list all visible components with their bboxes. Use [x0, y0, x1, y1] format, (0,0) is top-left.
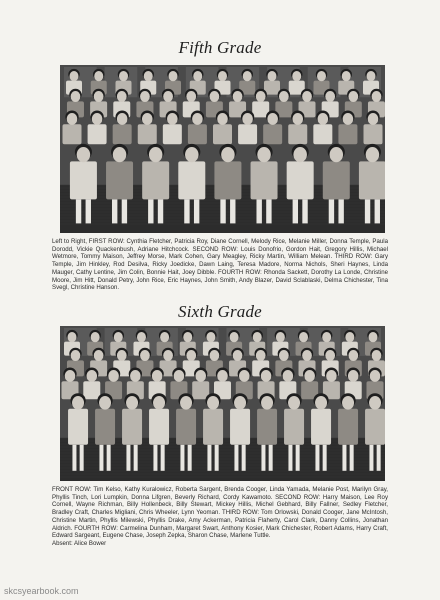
fifth-grade-class-photo: [60, 65, 385, 233]
sixth-grade-absent: Absent: Alice Bower: [52, 539, 107, 547]
sixth-grade-title: Sixth Grade: [178, 302, 262, 321]
sixth-grade-class-photo: [60, 326, 385, 481]
fifth-grade-title: Fifth Grade: [178, 38, 262, 57]
fifth-grade-photo-drawing: [60, 65, 385, 233]
sixth-grade-names: FRONT ROW: Tim Kelso, Kathy Kuralowicz, Roberta Sargent, Brenda Cooger, Linda Yamada, Melanie Post, Marilyn Gray, Phyllis Tinch, Lori Lumpkin, Donna Lifgren, Beverly Richard, Cordy Kawamoto. SECOND ROW: Harry Maison, Lee Roy Cornell, Wayne Richman, Billy Hollenbeck, Billy Stewart, Mickey Hillis, Michel Gebhard, Billy Fallner, Sedley Fletcher, Bradley Craft, Charles Migliani, Chris Wheeler, Lynn Yeoman. THIRD ROW: Tom Orlowski, Donald Cooger, Jane McIntosh, Christine Martin, Phyllis Milewski, Phyllis Drake, Amy Ackerman, Patricia Flaherty, Carol Clark, Danny Collins, Jonathan Aldrich. FOURTH ROW: Carmelina Dunham, Margaret Swart, Anthony Kosier, Mark Chichester, Robert Adams, Harry Craft, Edward Sargeant, Eugene Chase, Joseph Zepka, Sharon Chase, Marlene Tuttle.: [52, 486, 388, 540]
sixth-grade-caption: [52, 486, 388, 548]
sixth-grade-photo-drawing: [60, 326, 385, 481]
fifth-grade-caption: Left to Right, FIRST ROW: Cynthia Fletcher, Patricia Roy, Diane Cornell, Melody Rice, Melanie Miller, Donna Temple, Paula Dorodd, Vickie Quackenbush, Adriane Hitchcock. SECOND ROW: Louis Donofrio, Gordon Hait, Gregory Hillis, Michael Wetmore, Tommy Maison, Jeffrey Morse, Mark Cohen, Gary Meagley, Ricky Martin, William Melean. THIRD ROW: Gary Temple, Jim Hinkley, Rod Desilva, Ricky Joedicke, Dawn Laing, Teresa Madore, Norma Nichols, Sheri Haynes, Linda Mauger, Cathy Lentine, Jim Colin, Bonnie Hait, Joey Dibble. FOURTH ROW: Rhonda Sackett, Dorothy La Londe, Christine Moore, Jim Hitt, Donald Petry, John Rice, Eric Haynes, John Smith, Andy Blazer, David Sclablaski, Delma Chichester, Tina Svegl, Christine Hanson.: [52, 238, 388, 292]
site-watermark: skcsyearbook.com: [4, 586, 79, 596]
